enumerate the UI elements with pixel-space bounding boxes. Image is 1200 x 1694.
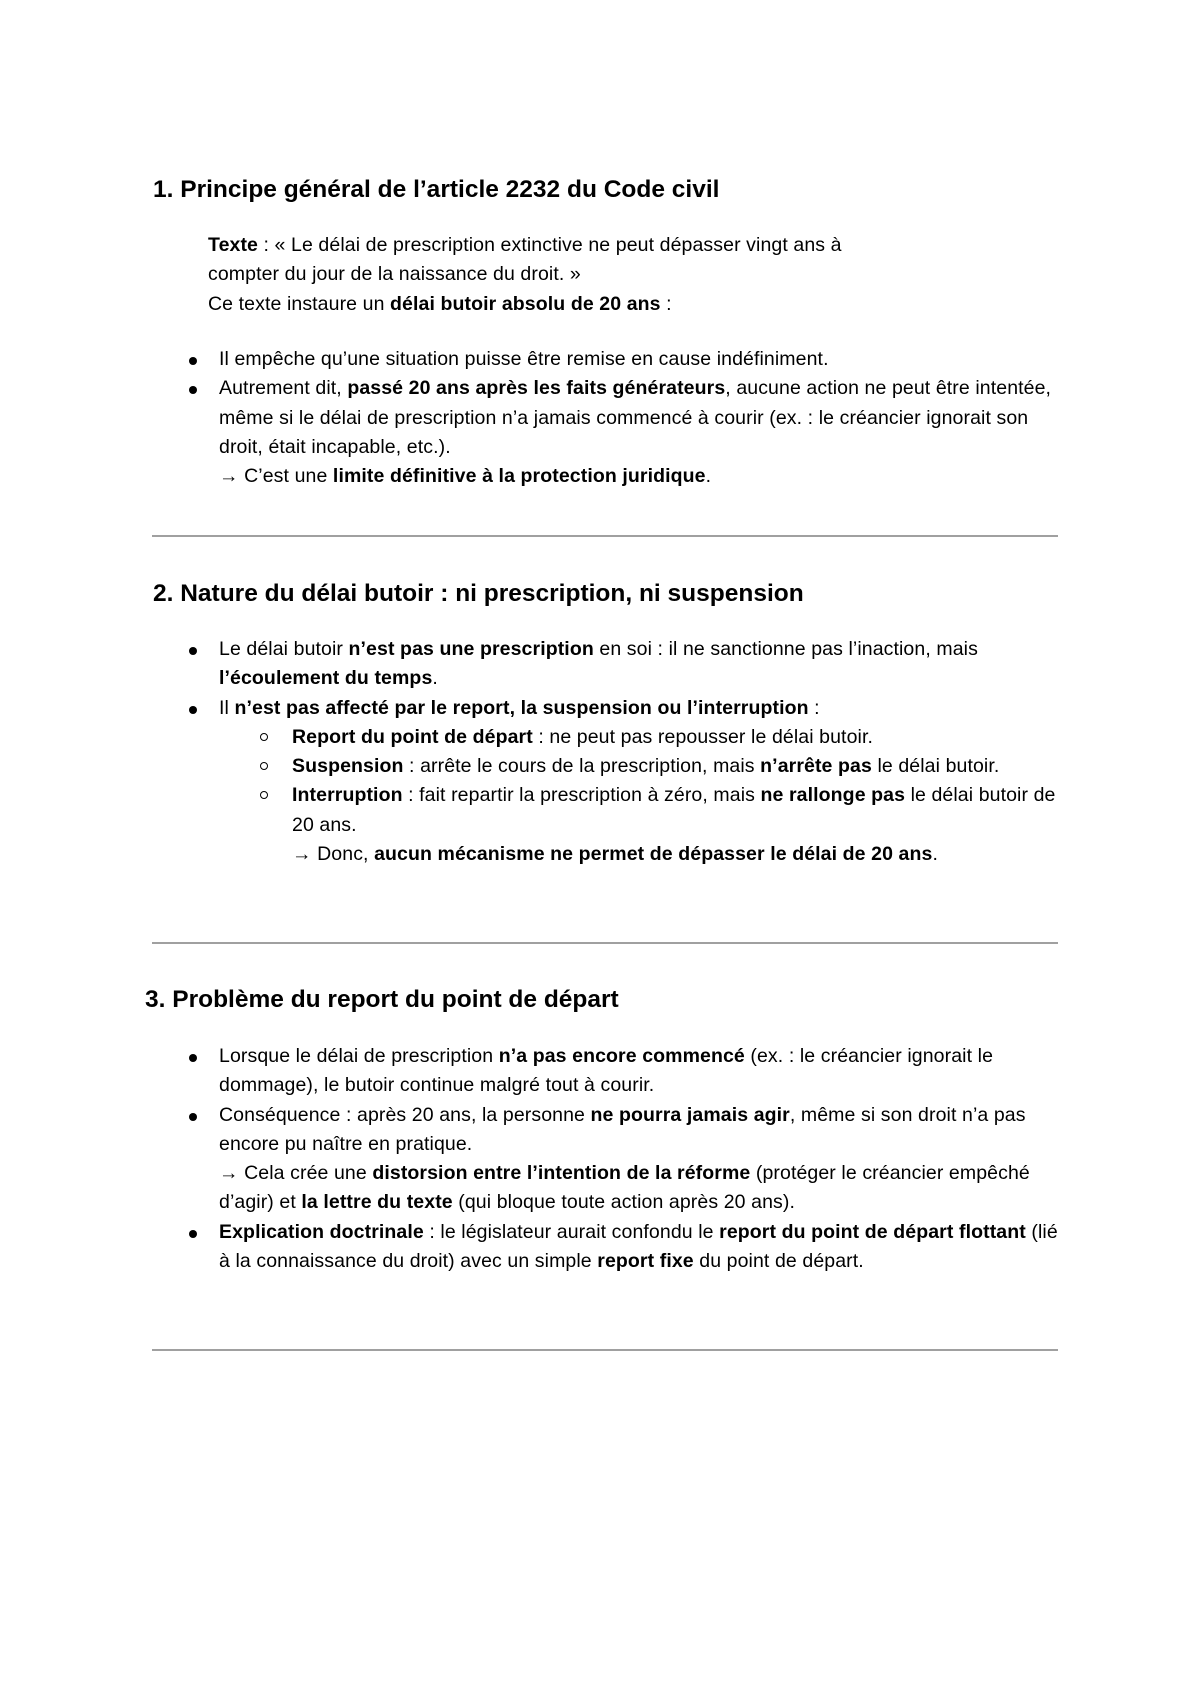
bullet-list	[219, 635, 1063, 869]
bullet-icon	[189, 706, 197, 714]
bullet-icon	[189, 1054, 197, 1062]
arrow-end: .	[705, 465, 712, 488]
list-item	[219, 1042, 1063, 1101]
sub-bold: Suspension	[292, 755, 404, 778]
arrow-bold: la lettre du texte	[301, 1191, 453, 1214]
bullet-text: du point de départ.	[693, 1250, 864, 1273]
bullet-text: : le législateur aurait confondu le	[423, 1220, 720, 1243]
arrow-bold: distorsion entre l’intention de la réforme	[372, 1162, 751, 1185]
bullet-icon	[189, 386, 197, 394]
bullet-text: .	[432, 667, 438, 690]
intro-end: :	[660, 292, 672, 315]
section-1-list	[219, 345, 1063, 491]
quote-line-1: : « Le délai de prescription extinctive ne peut dépasser vingt ans à	[258, 234, 842, 256]
bullet-text: (ex. : le créancier ignorait le dommage), le butoir continue malgré tout à courir.	[219, 1045, 994, 1097]
sub-bullet-icon	[260, 762, 268, 770]
section-2-heading: 2. Nature du délai butoir : ni prescription, ni suspension	[153, 580, 804, 607]
sub-bold: Interruption	[292, 784, 403, 807]
section-3-heading: 3. Problème du report du point de départ	[145, 986, 619, 1013]
list-item	[219, 345, 1063, 374]
arrow-text: (qui bloque toute action après 20 ans).	[452, 1191, 795, 1214]
bullet-bold: n’est pas affecté par le report, la suspension ou l’interruption	[234, 696, 809, 719]
section-1-quote	[208, 231, 1008, 319]
sub-text: : fait repartir la prescription à zéro, mais	[402, 784, 761, 807]
bullet-list	[219, 345, 1063, 491]
list-item	[219, 374, 1063, 491]
arrow-text: → C’est une	[219, 465, 333, 488]
bullet-text: en soi : il ne sanctionne pas l’inaction, mais	[593, 638, 978, 660]
sub-list	[219, 723, 1063, 869]
bullet-text: Il	[219, 696, 235, 719]
arrow-end: .	[932, 843, 938, 866]
sub-list-item	[292, 723, 1063, 752]
section-2-list	[219, 635, 1063, 869]
bullet-icon	[189, 357, 197, 365]
bullet-text: (lié à la connaissance du droit) avec un simple	[219, 1220, 1058, 1273]
quote-label: Texte	[208, 234, 258, 256]
bullet-bold: n’a pas encore commencé	[498, 1045, 745, 1067]
arrow-bold: limite définitive à la protection juridique	[332, 465, 706, 488]
sub-list-item	[292, 752, 1063, 781]
quote-line-2: compter du jour de la naissance du droit. »	[208, 263, 581, 286]
intro-bold: délai butoir absolu de 20 ans	[390, 292, 661, 315]
bullet-bold: report du point de départ flottant	[719, 1220, 1026, 1243]
list-item	[219, 1101, 1063, 1218]
section-1-heading: 1. Principe général de l’article 2232 du Code civil	[153, 176, 720, 203]
bullet-icon	[189, 1230, 197, 1238]
bullet-text: Le délai butoir	[219, 638, 349, 660]
quote-paragraph	[208, 231, 1008, 319]
bullet-bold: passé 20 ans après les faits générateurs	[347, 377, 726, 400]
sub-list-item	[292, 781, 1063, 869]
section-divider	[152, 535, 1058, 537]
section-3-list	[219, 1042, 1063, 1276]
bullet-bold: n’est pas une prescription	[348, 638, 594, 660]
bullet-bold: Explication doctrinale	[219, 1220, 424, 1243]
section-divider	[152, 1349, 1058, 1351]
bullet-text: Lorsque le délai de prescription	[219, 1045, 499, 1067]
sub-bullet-icon	[260, 791, 268, 799]
bullet-text: Conséquence : après 20 ans, la personne	[219, 1103, 591, 1126]
sub-text: le délai butoir de 20 ans.	[292, 784, 1056, 836]
bullet-text: , aucune action ne peut être intentée, même si le délai de prescription n’a jamais commencé à courir (ex. : le créancier ignorait son droit, était incapable, etc.).	[219, 377, 1052, 458]
sub-bold: ne rallonge pas	[760, 784, 906, 807]
bullet-bold: report fixe	[597, 1250, 694, 1273]
list-item	[219, 694, 1063, 870]
intro-text: Ce texte instaure un	[208, 292, 391, 315]
bullet-text: Autrement dit,	[219, 377, 348, 400]
sub-bullet-icon	[260, 733, 268, 741]
arrow-text: → Cela crée une	[219, 1162, 373, 1185]
sub-text: : arrête le cours de la prescription, mais	[403, 755, 761, 778]
arrow-text: → Donc,	[292, 843, 375, 866]
arrow-bold: aucun mécanisme ne permet de dépasser le délai de 20 ans	[374, 843, 933, 866]
bullet-icon	[189, 1113, 197, 1121]
list-item	[219, 635, 1063, 694]
sub-text: : ne peut pas repousser le délai butoir.	[532, 725, 873, 748]
section-divider	[152, 942, 1058, 944]
arrow-text: (protéger le créancier empêché d’agir) et	[219, 1162, 1030, 1214]
bullet-bold: ne pourra jamais agir	[590, 1103, 790, 1126]
bullet-text: Il empêche qu’une situation puisse être remise en cause indéfiniment.	[219, 348, 829, 370]
sub-bold: Report du point de départ	[292, 725, 533, 748]
sub-bold: n’arrête pas	[760, 755, 872, 778]
bullet-bold: l’écoulement du temps	[219, 667, 433, 690]
bullet-text: :	[808, 696, 820, 719]
bullet-text: , même si son droit n’a pas encore pu naître en pratique.	[219, 1103, 1026, 1155]
bullet-list	[219, 1042, 1063, 1276]
list-item	[219, 1218, 1063, 1277]
bullet-icon	[189, 647, 197, 655]
sub-text: le délai butoir.	[871, 755, 1000, 778]
